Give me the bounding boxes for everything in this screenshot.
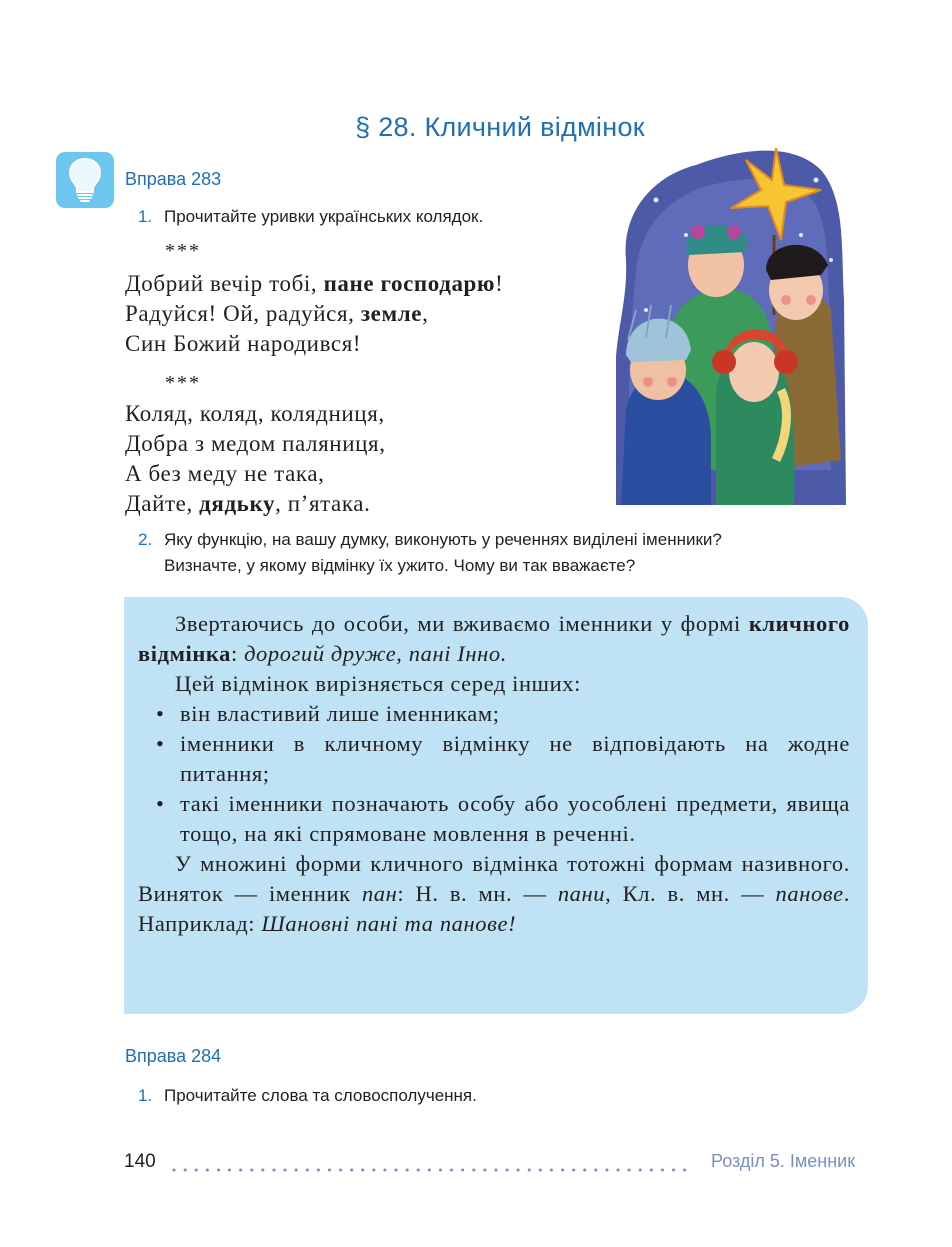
poem-line: Добрий вечір тобі, пане господарю!: [125, 271, 504, 296]
rule-paragraph-2: Цей відмінок вирізняється серед інших:: [175, 671, 581, 696]
footer-dotted-rule: [172, 1160, 697, 1166]
task-number: 2.: [138, 530, 153, 549]
carolers-illustration: [616, 140, 846, 505]
exercise-284-title: Вправа 284: [125, 1046, 222, 1066]
poem-line: Коляд, коляд, колядниця,: [125, 401, 385, 426]
task-text: Прочитайте уривки українських колядок.: [164, 207, 484, 226]
ex283-task2: [138, 527, 874, 579]
task-text-line-2: Визначте, у якому відмінку їх ужито. Чому ви так вважаєте?: [164, 556, 636, 575]
footer-section-label: Розділ 5. Іменник: [711, 1151, 856, 1171]
task-text-line-1: Яку функцію, на вашу думку, виконують у реченнях виділені іменники?: [164, 530, 722, 549]
list-item: • він властивий лише іменникам;: [156, 701, 500, 726]
task-number: 1.: [138, 1086, 153, 1105]
poem-line: Дайте, дядьку, п’ятака.: [125, 491, 371, 516]
ex284-task1: [138, 1083, 477, 1109]
ex283-task1: [138, 204, 484, 230]
page-number: 140: [124, 1151, 156, 1172]
poem-line: Добра з медом паляниця,: [125, 431, 386, 456]
section-title: § 28. Кличний відмінок: [355, 112, 645, 142]
verse-separator: ***: [165, 372, 201, 394]
grammar-rule-box: [124, 597, 868, 1014]
rule-bullet-list: [138, 699, 850, 849]
list-item: • такі іменники позначають особу або уособлені предмети, явища тощо, на які спрямоване мовлення в реченні.: [156, 791, 850, 846]
carol-excerpt-1: [125, 269, 503, 359]
list-item: • іменники в кличному відмінку не відповідають на жодне питання;: [156, 731, 850, 786]
exercise-283-title: Вправа 283: [125, 169, 222, 189]
task-text: Прочитайте слова та словосполучення.: [164, 1086, 477, 1105]
poem-line: Радуйся! Ой, радуйся, земле,: [125, 301, 429, 326]
verse-separator: ***: [165, 240, 201, 262]
task-number: 1.: [138, 207, 153, 226]
poem-line: А без меду не така,: [125, 461, 325, 486]
lightbulb-icon: [56, 152, 114, 208]
carol-excerpt-2: [125, 399, 386, 519]
poem-line: Син Божий народився!: [125, 331, 362, 356]
rule-paragraph-3: У множині форми кличного відмінка тотожні формам називного. Виняток — іменник пан: Н. в. мн. — пани, Кл. в. мн. — панове. Наприклад: Шановні пані та панове!: [138, 851, 850, 936]
rule-paragraph-1: Звертаючись до особи, ми вживаємо іменники у формі кличного відмінка: дорогий друже, пані Інно.: [138, 611, 850, 666]
